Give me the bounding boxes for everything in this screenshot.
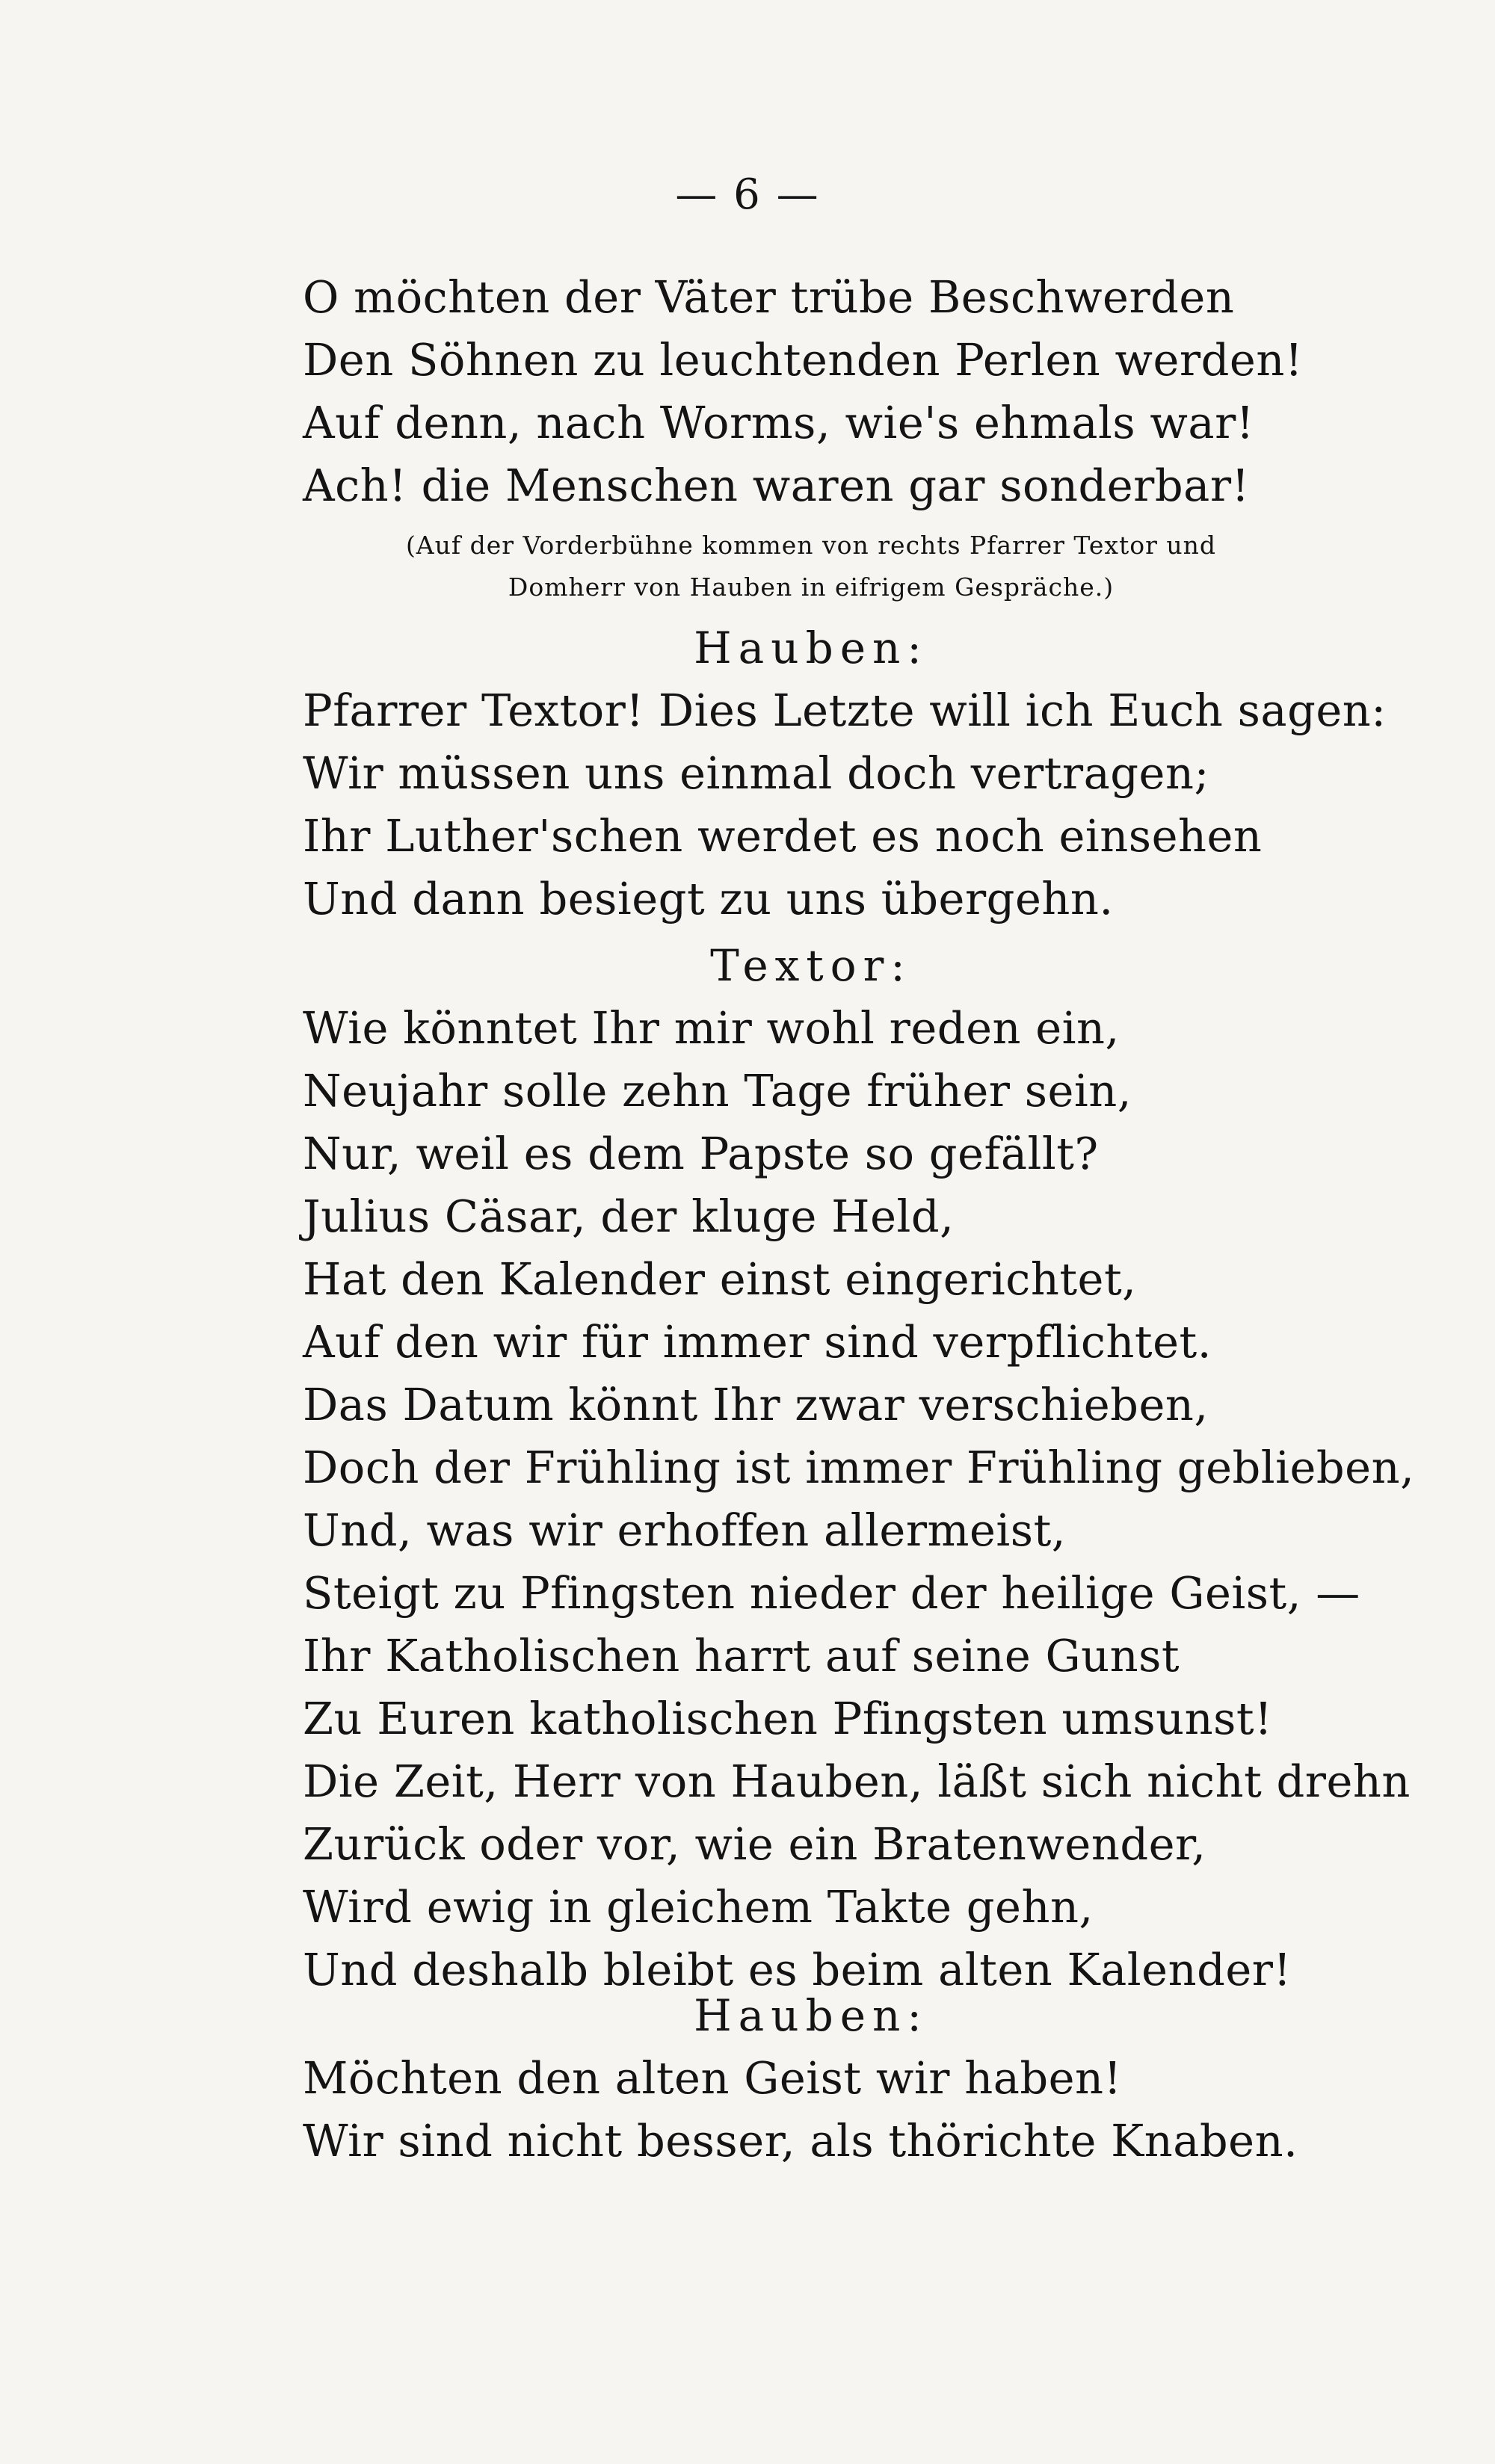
verse-line: Die Zeit, Herr von Hauben, läßt sich nicht drehn (303, 1756, 1411, 1807)
stage-direction-line: Domherr von Hauben in eifrigem Gespräche.) (508, 572, 1115, 602)
verse-line: Und dann besiegt zu uns übergehn. (303, 873, 1114, 924)
stanza-opening (303, 266, 1319, 517)
speaker-name: Hauben: (694, 1990, 928, 2041)
stage-direction (303, 525, 1319, 608)
verse-line: Hat den Kalender einst eingerichtet, (303, 1253, 1137, 1305)
verse-line: Und, was wir erhoffen allermeist, (303, 1504, 1067, 1556)
speech-hauben-1 (303, 617, 1387, 930)
speech-hauben-2 (303, 1984, 1319, 2173)
verse-line: Das Datum könnt Ihr zwar verschieben, (303, 1379, 1209, 1430)
verse-line: Julius Cäsar, der kluge Held, (303, 1191, 955, 1242)
verse-line: Möchten den alten Geist wir haben! (303, 2052, 1122, 2104)
verse-line: Pfarrer Textor! Dies Letzte will ich Euch sagen: (303, 685, 1387, 736)
verse-line: Ach! die Menschen waren gar sonderbar! (303, 460, 1250, 511)
speaker-name: Textor: (710, 940, 912, 991)
speech-textor (303, 934, 1415, 2001)
verse-line: Nur, weil es dem Papste so gefällt? (303, 1128, 1099, 1179)
stage-direction-line: (Auf der Vorderbühne kommen von rechts Pfarrer Textor und (405, 531, 1217, 560)
verse-line: Wir sind nicht besser, als thörichte Knaben. (303, 2115, 1298, 2167)
verse-line: Den Söhnen zu leuchtenden Perlen werden! (303, 334, 1304, 386)
verse-line: Auf den wir für immer sind verpflichtet. (303, 1316, 1212, 1368)
verse-line: Wir müssen uns einmal doch vertragen; (303, 747, 1209, 799)
verse-line: Wird ewig in gleichem Takte gehn, (303, 1881, 1094, 1933)
verse-line: O möchten der Väter trübe Beschwerden (303, 271, 1235, 323)
verse-line: Wie könntet Ihr mir wohl reden ein, (303, 1002, 1120, 1054)
speaker-name: Hauben: (694, 623, 928, 673)
verse-line: Auf denn, nach Worms, wie's ehmals war! (303, 397, 1255, 448)
verse-line: Zu Euren katholischen Pfingsten umsunst! (303, 1693, 1273, 1744)
page-number: — 6 — (675, 170, 820, 219)
verse-line: Neujahr solle zehn Tage früher sein, (303, 1065, 1132, 1117)
verse-line: Zurück oder vor, wie ein Bratenwender, (303, 1818, 1206, 1870)
verse-line: Doch der Frühling ist immer Frühling geblieben, (303, 1442, 1415, 1493)
verse-line: Ihr Katholischen harrt auf seine Gunst (303, 1630, 1180, 1682)
verse-line: Steigt zu Pfingsten nieder der heilige Geist, — (303, 1567, 1360, 1619)
verse-line: Ihr Luther'schen werdet es noch einsehen (303, 810, 1263, 862)
verse-line: Und deshalb bleibt es beim alten Kalender! (303, 1944, 1292, 1995)
